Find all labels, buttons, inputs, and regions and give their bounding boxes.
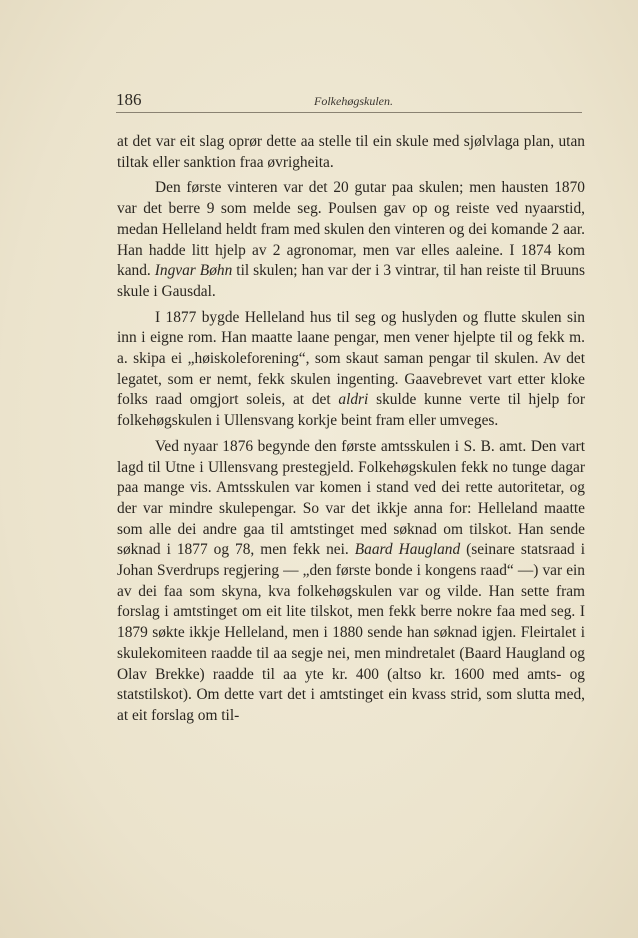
text-run: at det var eit slag oprør dette aa stelle til ein skule med sjølvlaga plan, utan tiltak eller sanktion fraa øvrigheita.: [117, 133, 585, 171]
paragraph: [117, 178, 585, 302]
paragraph: [117, 437, 585, 727]
body-text: [117, 132, 585, 727]
text-run: skulde kunne verte til hjelp for folkehøgskulen i Ullensvang korkje beint fram eller umveges.: [117, 391, 585, 430]
running-title: Folkehøgskulen.: [314, 94, 393, 108]
italic-name: Ingvar Bøhn: [154, 262, 233, 280]
text-run: til skulen; han var der i 3 vintrar, til han reiste til Bruuns skule i Gausdal.: [117, 262, 585, 300]
italic-name: aldri: [338, 391, 369, 409]
paragraph: [117, 308, 585, 432]
italic-name: Baard Haugland: [354, 541, 461, 559]
text-run: Ved nyaar 1876 begynde den første amtsskulen i S. B. amt. Den vart lagd til Utne i Ullensvang prestegjeld. Folkehøgskulen fekk no tunge dagar paa mange vis. Amtsskulen var komen i stand ved dei rette autoritetar, og der var mindre skulepengar. So var det ikkje anna for: Helleland maatte som alle dei andre gaa til amtstinget med søknad om tilskot. Han sende søknad i 1877 og 78, men fekk nei.: [117, 437, 585, 559]
header-rule: [116, 112, 582, 113]
page-header: [116, 88, 582, 110]
page-number: 186: [116, 90, 142, 109]
paragraph: [117, 132, 585, 173]
text-run: I 1877 bygde Helleland hus til seg og huslyden og flutte skulen sin inn i eigne rom. Han maatte laane pengar, men vener hjelpte til og fekk m. a. skipa ei „høiskoleforening“, som skaut saman pengar til skulen. Av det legatet, som er nemt, fekk skulen ingenting. Gaavebrevet vart etter kloke folks raad omgjort soleis, at det: [117, 308, 585, 409]
text-run: Den første vinteren var det 20 gutar paa skulen; men hausten 1870 var det berre 9 som melde seg. Poulsen gav op og reiste ved nyaarstid, medan Helleland heldt fram med skulen den vinteren og dei komande 2 aar. Han hadde litt hjelp av 2 agronomar, men var elles aaleine. I 1874 kom kand.: [117, 179, 585, 280]
text-run: (seinare statsraad i Johan Sverdrups regjering — „den første bonde i kongens raad“ —) var ein av dei faa som skyna, kva folkehøgskulen var og vilde. Han sette fram forslag i amtstinget om eit lite tilskot, men fekk berre nokre faa med seg. I 1879 søkte ikkje Helleland, men i 1880 sende han søknad igjen. Fleirtalet i skulekomiteen raadde til aa segje nei, men mindretalet (Baard Haugland og Olav Brekke) raadde til aa yte kr. 400 (altso kr. 1600 med amts- og statstilskot). Om dette vart det i amtstinget ein kvass strid, som slutta med, at eit forslag om til-: [117, 541, 585, 724]
